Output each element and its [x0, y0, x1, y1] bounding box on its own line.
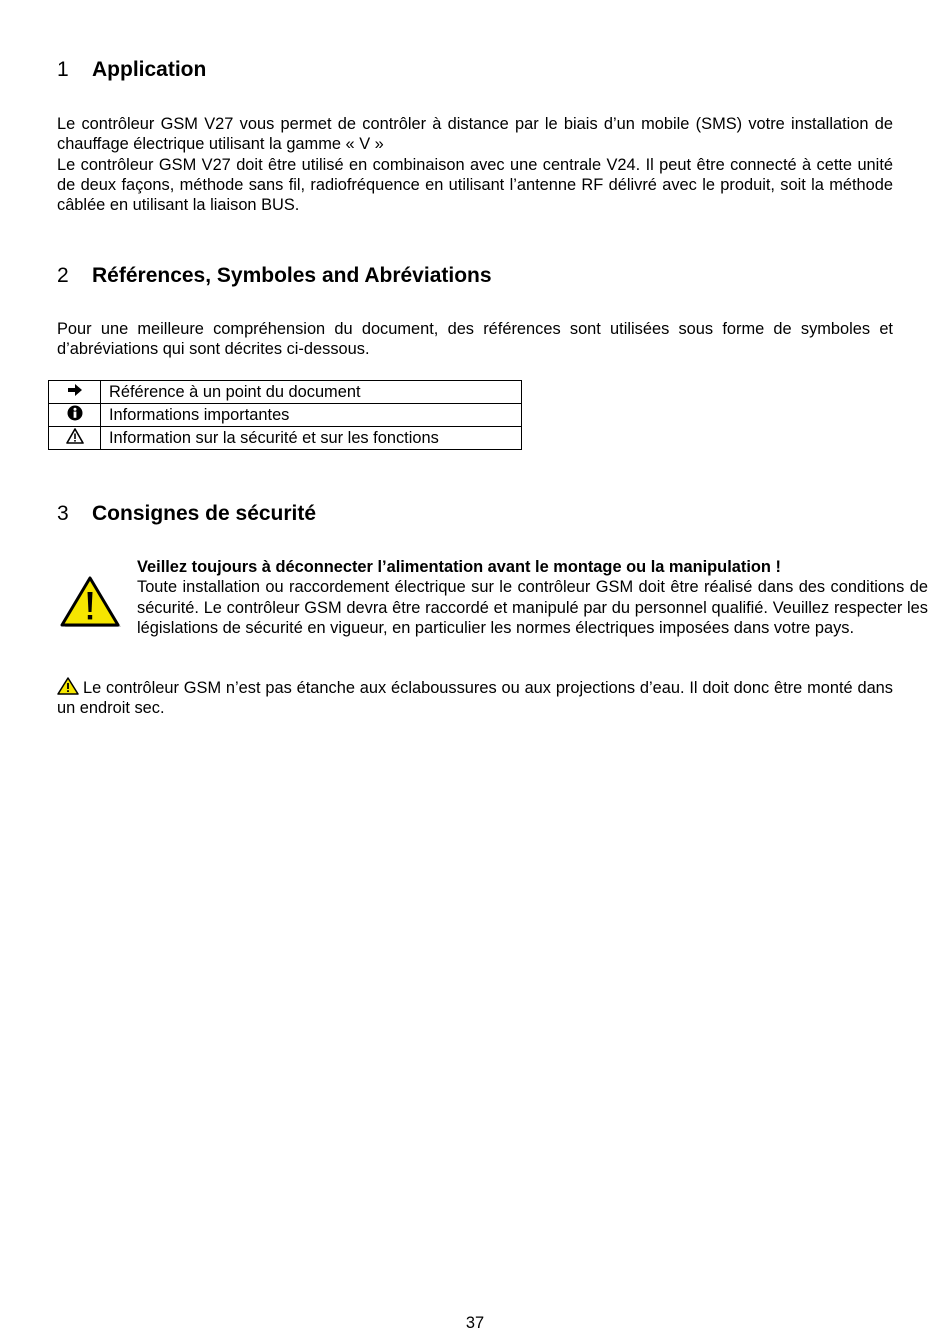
section-1-heading: [57, 58, 206, 82]
symbol-description: Information sur la sécurité et sur les fonctions: [101, 427, 522, 450]
warning-icon: [57, 677, 79, 695]
section-title: Application: [92, 58, 207, 81]
table-row: [49, 381, 522, 404]
warning-text: [137, 557, 928, 638]
page-number: 37: [465, 1314, 485, 1332]
symbols-table: [48, 380, 522, 450]
section-title: Consignes de sécurité: [92, 502, 317, 525]
warning-title: Veillez toujours à déconnecter l’alimentation avant le montage ou la manipulation !: [137, 558, 781, 576]
info-icon: [67, 405, 83, 421]
symbol-cell: [49, 427, 101, 450]
section-title: Références, Symboles and Abréviations: [92, 264, 492, 287]
section-2-heading: [57, 264, 492, 288]
warning-icon: [66, 428, 84, 444]
section-1-body: [57, 114, 893, 215]
water-note: [57, 677, 893, 719]
note-text: Le contrôleur GSM n’est pas étanche aux éclaboussures ou aux projections d’eau. Il doit donc être monté dans un endroit sec.: [57, 679, 893, 718]
warning-body: Toute installation ou raccordement électrique sur le contrôleur GSM doit être réalisé dans des conditions de sécurité. Le contrôleur GSM devra être raccordé et manipulé par du personnel qualifié. Veuillez respecter les législations de sécurité en vigueur, en particulier les normes électriques imposées dans votre pays.: [137, 578, 928, 637]
section-2-body: [57, 319, 893, 360]
table-row: [49, 404, 522, 427]
paragraph: Pour une meilleure compréhension du document, des références sont utilisées sous forme de symboles et d’abréviations qui sont décrites ci-dessous.: [57, 320, 893, 359]
section-3-heading: [57, 502, 316, 526]
section-number: 1: [57, 58, 69, 81]
symbol-cell: [49, 381, 101, 404]
warning-icon: [59, 575, 123, 631]
section-number: 2: [57, 264, 69, 287]
table-row: [49, 427, 522, 450]
section-number: 3: [57, 502, 69, 525]
arrow-right-icon: [67, 383, 83, 397]
paragraph: Le contrôleur GSM V27 doit être utilisé en combinaison avec une centrale V24. Il peut être connecté à cette unité de deux façons, méthode sans fil, radiofréquence en utilisant l’antenne RF délivré avec le produit, soit la méthode câblée en utilisant la liaison BUS.: [57, 155, 893, 215]
symbol-description: Référence à un point du document: [101, 381, 522, 404]
symbol-description: Informations importantes: [101, 404, 522, 427]
symbol-cell: [49, 404, 101, 427]
paragraph: Le contrôleur GSM V27 vous permet de contrôler à distance par le biais d’un mobile (SMS) votre installation de chauffage électrique utilisant la gamme « V »: [57, 115, 893, 154]
